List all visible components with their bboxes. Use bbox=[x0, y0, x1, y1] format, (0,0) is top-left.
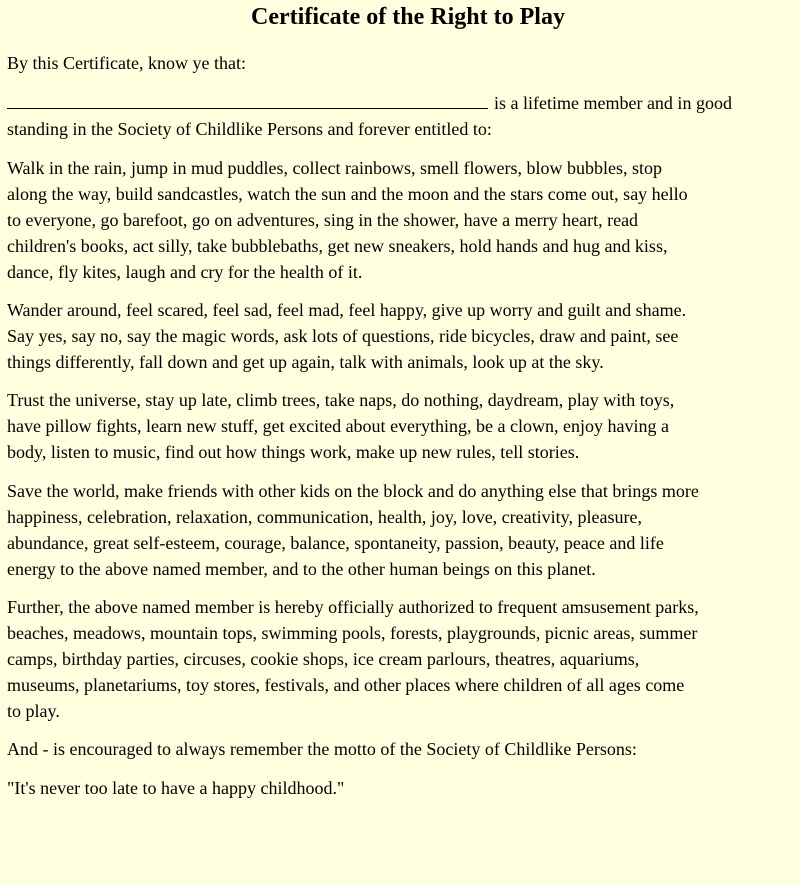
paragraph-4-line: abundance, great self-esteem, courage, balance, spontaneity, passion, beauty, peace and life bbox=[7, 533, 664, 553]
paragraph-5-line: camps, birthday parties, circuses, cookie shops, ice cream parlours, theatres, aquariums, bbox=[7, 649, 640, 669]
paragraph-5-line: museums, planetariums, toy stores, festivals, and other places where children of all ages come bbox=[7, 675, 685, 695]
paragraph-4-line: happiness, celebration, relaxation, communication, health, joy, love, creativity, pleasure, bbox=[7, 507, 642, 527]
paragraph-3 bbox=[7, 387, 800, 465]
paragraph-3-line: Trust the universe, stay up late, climb trees, take naps, do nothing, daydream, play with toys, bbox=[7, 390, 675, 410]
certificate-title: Certificate of the Right to Play bbox=[251, 4, 565, 30]
paragraph-4-line: energy to the above named member, and to the other human beings on this planet. bbox=[7, 559, 596, 579]
membership-suffix: is a lifetime member and in good bbox=[494, 93, 732, 113]
paragraph-2 bbox=[7, 297, 800, 375]
paragraph-5-line: beaches, meadows, mountain tops, swimming pools, forests, playgrounds, picnic areas, summer bbox=[7, 623, 698, 643]
paragraph-2-line: things differently, fall down and get up again, talk with animals, look up at the sky. bbox=[7, 352, 604, 372]
intro-text: By this Certificate, know ye that: bbox=[7, 53, 246, 73]
paragraph-1-line: children's books, act silly, take bubblebaths, get new sneakers, hold hands and hug and kiss, bbox=[7, 236, 668, 256]
paragraph-3-line: have pillow fights, learn new stuff, get excited about everything, be a clown, enjoy having a bbox=[7, 416, 669, 436]
paragraph-5 bbox=[7, 594, 800, 724]
paragraph-2-line: Wander around, feel scared, feel sad, feel mad, feel happy, give up worry and guilt and shame. bbox=[7, 300, 687, 320]
paragraph-1-line: dance, fly kites, laugh and cry for the health of it. bbox=[7, 262, 363, 282]
paragraph-1-line: Walk in the rain, jump in mud puddles, collect rainbows, smell flowers, blow bubbles, stop bbox=[7, 158, 662, 178]
paragraph-2-line: Say yes, say no, say the magic words, ask lots of questions, ride bicycles, draw and paint, see bbox=[7, 326, 679, 346]
motto-text: "It's never too late to have a happy childhood." bbox=[7, 778, 345, 798]
paragraph-6: And - is encouraged to always remember the motto of the Society of Childlike Persons: bbox=[7, 739, 637, 759]
paragraph-1-line: to everyone, go barefoot, go on adventures, sing in the shower, have a merry heart, read bbox=[7, 210, 639, 230]
membership-paragraph bbox=[7, 89, 800, 142]
paragraph-5-line: Further, the above named member is hereby officially authorized to frequent amsusement parks, bbox=[7, 597, 699, 617]
paragraph-4 bbox=[7, 478, 800, 582]
member-name-blank bbox=[7, 89, 488, 109]
paragraph-4-line: Save the world, make friends with other kids on the block and do anything else that brings more bbox=[7, 481, 699, 501]
membership-line-1 bbox=[7, 89, 800, 116]
paragraph-3-line: body, listen to music, find out how things work, make up new rules, tell stories. bbox=[7, 442, 580, 462]
paragraph-1 bbox=[7, 155, 800, 285]
paragraph-5-line: to play. bbox=[7, 701, 60, 721]
paragraph-1-line: along the way, build sandcastles, watch the sun and the moon and the stars come out, say hello bbox=[7, 184, 688, 204]
membership-line-2: standing in the Society of Childlike Persons and forever entitled to: bbox=[7, 119, 492, 139]
